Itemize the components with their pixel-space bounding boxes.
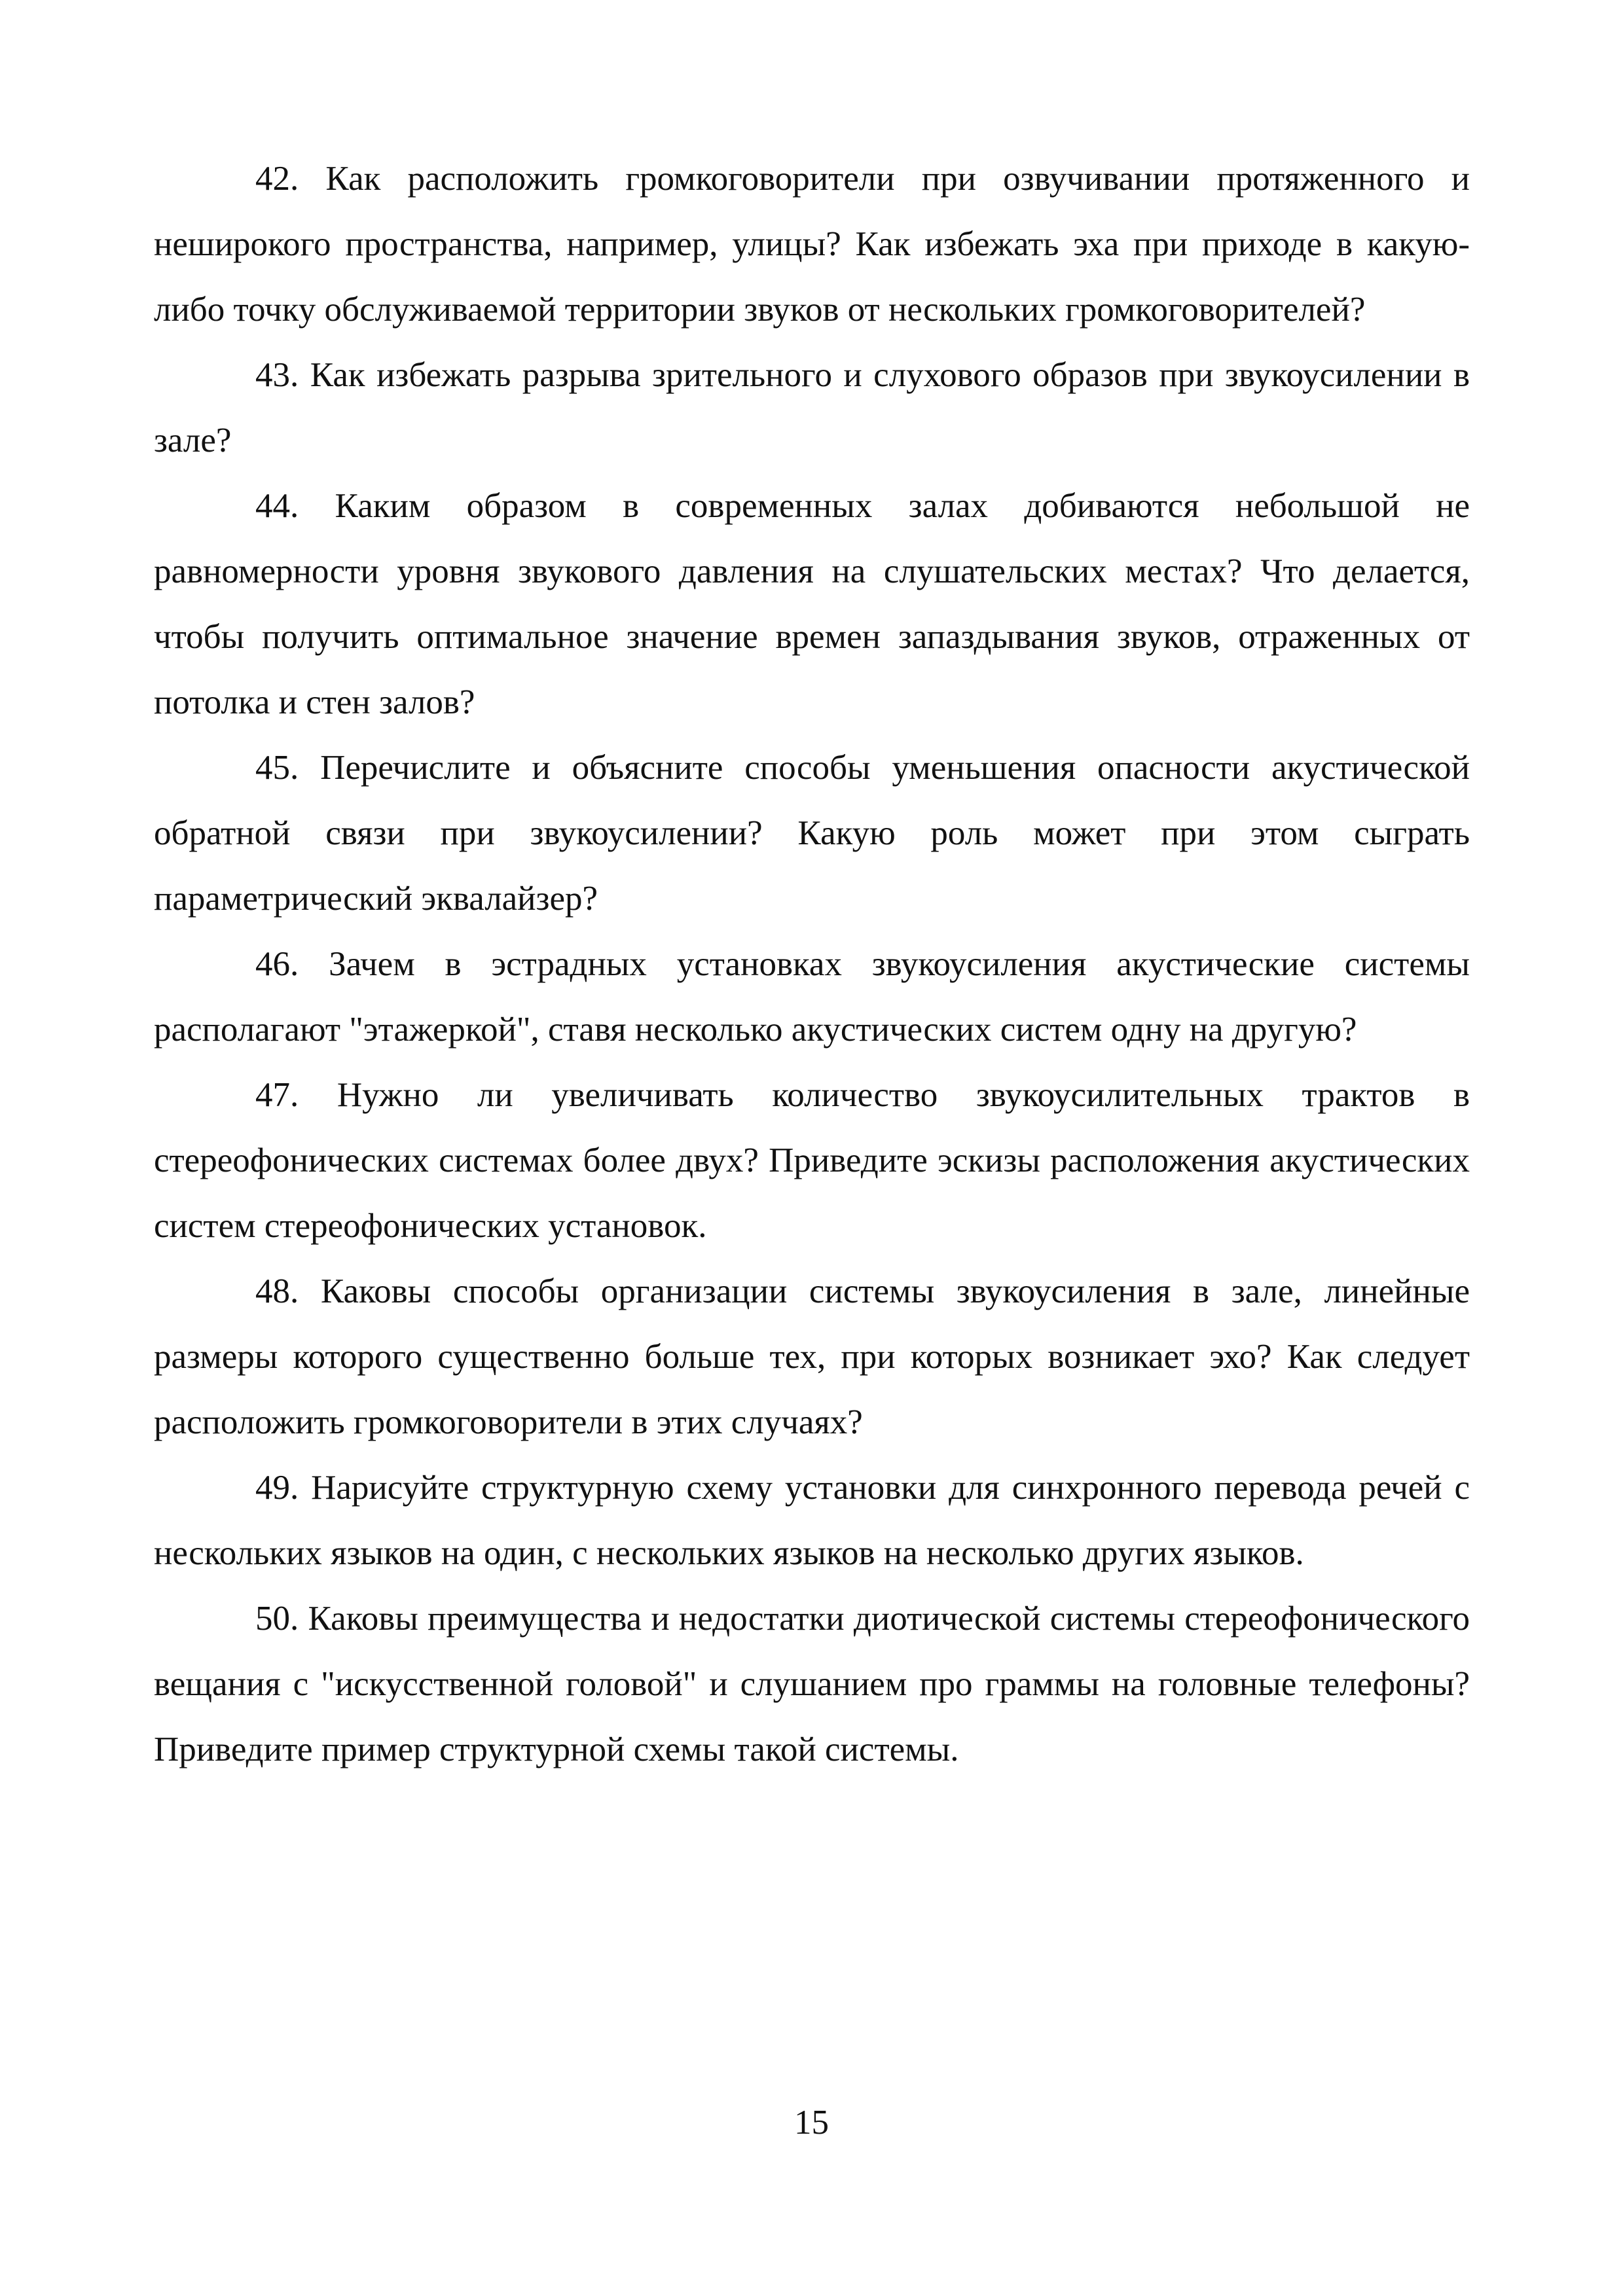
question-text: Каким образом в современных залах добиваются небольшой не равномерности уровня звукового давления на слушательских местах? Что делается, чтобы получить оптимальное значение времен запаздывания звуков, отраженных от потолка и стен залов? <box>154 487 1470 721</box>
question-43 <box>154 342 1470 473</box>
question-text: Нарисуйте структурную схему установки для синхронного перевода речей с нескольких языков на один, с нескольких языков на несколько других языков. <box>154 1469 1470 1572</box>
question-text: Нужно ли увеличивать количество звукоусилительных трактов в стереофонических системах более двух? Приведите эскизы расположения акустических систем стереофонических установок. <box>154 1076 1470 1245</box>
question-number: 49. <box>255 1469 299 1507</box>
question-47 <box>154 1062 1470 1259</box>
question-number: 48. <box>255 1272 299 1310</box>
question-text: Как избежать разрыва зрительного и слухового образов при звукоусилении в зале? <box>154 356 1470 459</box>
page-number: 15 <box>794 2104 829 2142</box>
question-text: Каковы способы организации системы звукоусиления в зале, линейные размеры которого существенно больше тех, при которых возникает эхо? Как следует расположить громкоговорители в этих случаях? <box>154 1272 1470 1441</box>
question-number: 43. <box>255 356 299 394</box>
question-number: 44. <box>255 487 299 525</box>
question-45 <box>154 735 1470 931</box>
question-text: Каковы преимущества и недостатки диотической системы стереофонического вещания с "искусственной головой" и слушанием про граммы на головные телефоны? Приведите пример структурной схемы такой системы. <box>154 1600 1470 1768</box>
question-50 <box>154 1586 1470 1782</box>
question-49 <box>154 1455 1470 1586</box>
question-48 <box>154 1259 1470 1455</box>
question-text: Перечислите и объясните способы уменьшения опасности акустической обратной связи при звукоусилении? Какую роль может при этом сыграть параметрический эквалайзер? <box>154 749 1470 918</box>
question-number: 50. <box>255 1600 299 1638</box>
question-number: 42. <box>255 160 299 198</box>
question-number: 45. <box>255 749 299 787</box>
question-44 <box>154 473 1470 735</box>
question-list <box>154 146 1470 1782</box>
question-number: 46. <box>255 945 299 983</box>
question-42 <box>154 146 1470 342</box>
question-text: Зачем в эстрадных установках звукоусиления акустические системы располагают "этажеркой", ставя несколько акустических систем одну на другую? <box>154 945 1470 1049</box>
question-number: 47. <box>255 1076 299 1114</box>
question-46 <box>154 931 1470 1062</box>
question-text: Как расположить громкоговорители при озвучивании протяженного и неширокого пространства, например, улицы? Как избежать эха при приходе в какую-либо точку обслуживаемой территории звуков от нескольких громкоговорителей? <box>154 160 1470 329</box>
